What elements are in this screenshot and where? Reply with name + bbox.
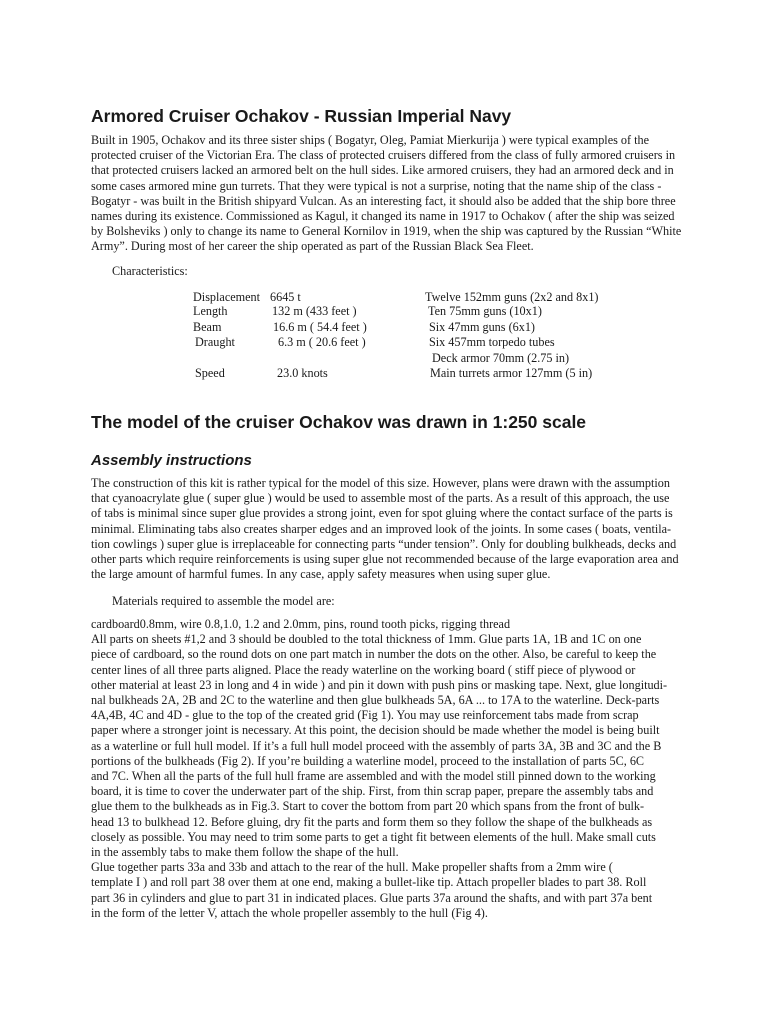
armament-item: Deck armor 70mm (2.75 in)	[432, 351, 570, 365]
armament-item: Twelve 152mm guns (2x2 and 8x1)	[425, 290, 599, 304]
intro-paragraph	[91, 133, 691, 255]
text-line: paper where a stronger joint is necessary. At this point, the decision should be made whether the model is being built	[91, 723, 660, 738]
text-line: of tabs is minimal since super glue provides a strong joint, even for spot gluing where the contact surface of the parts is	[91, 506, 673, 521]
text-line: that protected cruisers lacked an armored belt on the hull sides. Like armored cruisers, they had an armored deck and in	[91, 163, 674, 178]
armament-item: Main turrets armor 127mm (5 in)	[430, 366, 593, 380]
text-line: glue them to the bulkheads as in Fig.3. Start to cover the bottom from part 20 which spans from the front of bulk-	[91, 799, 645, 814]
spec-draught-label: Draught	[195, 335, 235, 349]
text-line: that cyanoacrylate glue ( super glue ) would be used to assemble most of the parts. As a result of this approach, the use	[91, 491, 670, 506]
spec-length-value: 132 m (433 feet )	[272, 304, 357, 318]
spec-displacement-value: 6645 t	[270, 290, 301, 304]
text-line: 4A,4B, 4C and 4D - glue to the top of the created grid (Fig 1). You may use reinforcement tabs made from scrap	[91, 708, 639, 723]
text-line: board, it is time to cover the underwater part of the ship. First, from thin scrap paper, prepare the assembly tabs and	[91, 784, 654, 799]
text-line: names during its existence. Commissioned as Kagul, it changed its name in 1917 to Ochakov ( after the ship was seized	[91, 209, 675, 224]
text-line: and 7C. When all the parts of the full hull frame are assembled and with the model still pinned down to the working	[91, 769, 656, 784]
text-line: tion cowlings ) super glue is irreplaceable for connecting parts “under tension”. Only for doubling bulkheads, decks and	[91, 536, 677, 551]
text-line: minimal. Eliminating tabs also creates sharper edges and an improved look of the joints. In some cases ( boats, ventila-	[91, 521, 672, 536]
text-line: All parts on sheets #1,2 and 3 should be doubled to the total thickness of 1mm. Glue parts 1A, 1B and 1C on one	[91, 632, 642, 647]
text-line: Built in 1905, Ochakov and its three sister ships ( Bogatyr, Oleg, Pamiat Mierkurija ) were typical examples of the	[91, 133, 649, 147]
spec-speed-value: 23.0 knots	[277, 366, 328, 380]
armament-item: Ten 75mm guns (10x1)	[428, 304, 542, 318]
spec-draught-value: 6.3 m ( 20.6 feet )	[278, 335, 366, 349]
assembly-heading: Assembly instructions	[91, 452, 252, 469]
characteristics-label: Characteristics:	[112, 264, 188, 278]
text-line: cardboard0.8mm, wire 0.8,1.0, 1.2 and 2.0mm, pins, round tooth picks, rigging thread	[91, 617, 511, 631]
text-line: closely as possible. You may need to trim some parts to get a tight fit between elements of the hull. Make small cuts	[91, 829, 656, 844]
text-line: protected cruiser of the Victorian Era. The class of protected cruisers differed from the class of fully armored cruisers in	[91, 148, 676, 163]
text-line: by Bolsheviks ) only to change its name to General Kornilov in 1919, when the ship was captured by the Russian “White	[91, 224, 682, 239]
text-line: in the assembly tabs to make them follow the shape of the hull.	[91, 845, 399, 860]
spec-beam-value: 16.6 m ( 54.4 feet )	[273, 320, 367, 334]
materials-paragraph	[91, 617, 691, 921]
text-line: part 36 in cylinders and glue to part 31 in indicated places. Glue parts 37a around the shafts, and with part 37a bent	[91, 890, 653, 905]
text-line: The construction of this kit is rather typical for the model of this size. However, plans were drawn with the assumption	[91, 476, 670, 490]
text-line: Army”. During most of her career the ship operated as part of the Russian Black Sea Fleet.	[91, 239, 534, 254]
armament-item: Six 457mm torpedo tubes	[429, 335, 555, 349]
text-line: the large amount of harmful fumes. In any case, apply safety measures when using super glue.	[91, 567, 551, 582]
text-line: piece of cardboard, so the round dots on one part match in number the dots on the other. Also, be careful to keep the	[91, 647, 657, 662]
spec-displacement-label: Displacement	[193, 290, 261, 304]
scale-heading: The model of the cruiser Ochakov was drawn in 1:250 scale	[91, 412, 587, 432]
text-line: other parts which require reinforcements is using super glue not recommended because of the large evaporation area and	[91, 552, 679, 567]
document-title: Armored Cruiser Ochakov - Russian Imperial Navy	[91, 106, 512, 126]
spec-length-label: Length	[193, 304, 228, 318]
armament-item: Six 47mm guns (6x1)	[429, 320, 535, 334]
text-line: in the form of the letter V, attach the whole propeller assembly to the hull (Fig 4).	[91, 905, 488, 920]
text-line: Glue together parts 33a and 33b and attach to the rear of the hull. Make propeller shafts from a 2mm wire (	[91, 860, 613, 875]
text-line: portions of the bulkheads (Fig 2). If you’re building a waterline model, proceed to the installation of parts 5C, 6C	[91, 753, 645, 768]
text-line: center lines of all three parts aligned. Place the ready waterline on the working board ( stiff piece of plywood or	[91, 662, 636, 677]
spec-beam-label: Beam	[193, 320, 222, 334]
materials-label: Materials required to assemble the model are:	[112, 594, 335, 608]
text-line: some cases armored mine gun turrets. That they were typical is not a surprise, noting that the name ship of the class -	[91, 178, 662, 193]
text-line: other material at least 23 in long and 4 in wide ) and pin it down with push pins or masking tape. Next, glue longitudi-	[91, 677, 668, 692]
text-line: Bogatyr - was built in the British shipyard Vulcan. As an interesting fact, it should also be added that the ship bore three	[91, 193, 676, 208]
assembly-intro-paragraph	[91, 476, 691, 582]
spec-speed-label: Speed	[195, 366, 225, 380]
text-line: template I ) and roll part 38 over them at one end, making a bullet-like tip. Attach propeller blades to part 38. Roll	[91, 875, 647, 890]
text-line: head 13 to bulkhead 12. Before gluing, dry fit the parts and form them so they follow the shape of the bulkheads as	[91, 814, 653, 829]
text-line: as a waterline or full hull model. If it’s a full hull model proceed with the assembly of parts 3A, 3B and 3C and the B	[91, 738, 662, 753]
text-line: nal bulkheads 2A, 2B and 2C to the waterline and then glue bulkheads 5A, 6A ... to 17A to the waterline. Deck-parts	[91, 693, 660, 708]
